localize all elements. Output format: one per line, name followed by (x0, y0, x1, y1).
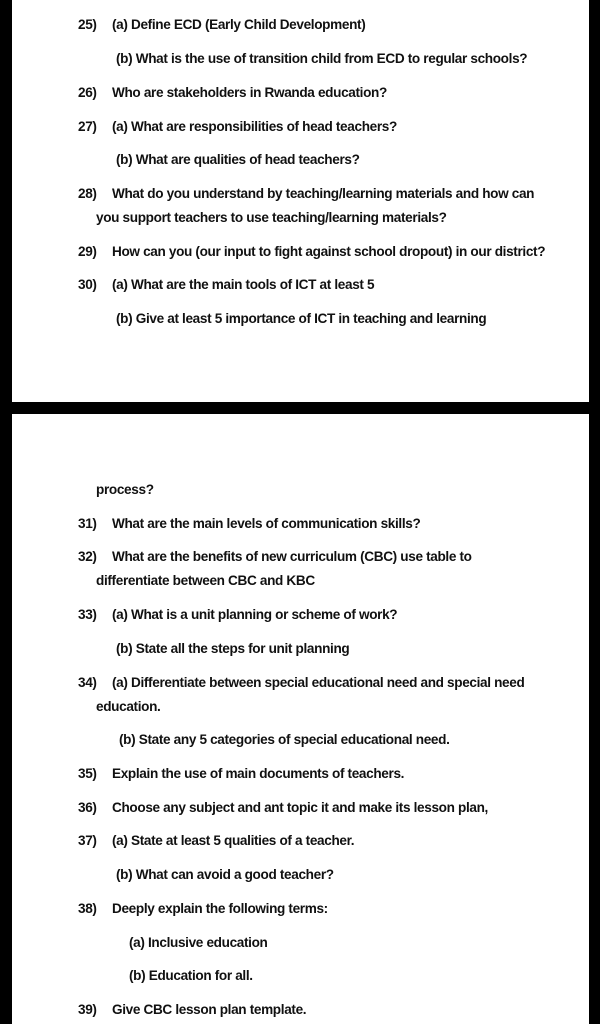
question-34-continuation: education. (96, 699, 161, 714)
question-38-b: (b) Education for all. (129, 968, 253, 983)
question-number: 33) (78, 607, 97, 622)
question-37-b: (b) What can avoid a good teacher? (116, 867, 334, 882)
question-30-continuation: process? (96, 482, 154, 497)
question-25-b: (b) What is the use of transition child from ECD to regular schools? (116, 51, 528, 66)
question-text: Explain the use of main documents of teachers. (112, 766, 405, 781)
question-number: 25) (78, 17, 97, 32)
question-38-a: (a) Inclusive education (129, 935, 268, 950)
question-number: 27) (78, 119, 97, 134)
question-text: Deeply explain the following terms: (112, 901, 328, 916)
question-text: Give CBC lesson plan template. (112, 1002, 307, 1017)
question-text: Choose any subject and ant topic it and make its lesson plan, (112, 800, 488, 815)
question-28-continuation: you support teachers to use teaching/learning materials? (96, 210, 447, 225)
question-number: 31) (78, 516, 97, 531)
question-number: 39) (78, 1002, 97, 1017)
question-text: (a) What are the main tools of ICT at least 5 (112, 277, 375, 292)
question-number: 32) (78, 549, 97, 564)
question-number: 30) (78, 277, 97, 292)
question-33-b: (b) State all the steps for unit planning (116, 641, 350, 656)
document-page-2 (12, 414, 589, 1024)
question-number: 38) (78, 901, 97, 916)
question-text: What are the benefits of new curriculum (CBC) use table to (112, 549, 472, 564)
question-number: 26) (78, 85, 97, 100)
question-text: What do you understand by teaching/learning materials and how can (112, 186, 535, 201)
question-32-continuation: differentiate between CBC and KBC (96, 573, 315, 588)
document-page-1 (12, 0, 589, 402)
question-text: (a) What is a unit planning or scheme of work? (112, 607, 398, 622)
question-number: 34) (78, 675, 97, 690)
question-text: (a) State at least 5 qualities of a teacher. (112, 833, 355, 848)
question-number: 28) (78, 186, 97, 201)
question-text: Who are stakeholders in Rwanda education? (112, 85, 387, 100)
question-text: What are the main levels of communication skills? (112, 516, 421, 531)
question-number: 35) (78, 766, 97, 781)
question-number: 29) (78, 244, 97, 259)
question-text: (a) Define ECD (Early Child Development) (112, 17, 366, 32)
question-number: 37) (78, 833, 97, 848)
question-text: (a) What are responsibilities of head teachers? (112, 119, 397, 134)
question-text: How can you (our input to fight against school dropout) in our district? (112, 244, 546, 259)
question-text: (a) Differentiate between special educational need and special need (112, 675, 525, 690)
question-number: 36) (78, 800, 97, 815)
question-30-b: (b) Give at least 5 importance of ICT in teaching and learning (116, 311, 487, 326)
question-34-b: (b) State any 5 categories of special educational need. (119, 732, 450, 747)
question-27-b: (b) What are qualities of head teachers? (116, 152, 360, 167)
